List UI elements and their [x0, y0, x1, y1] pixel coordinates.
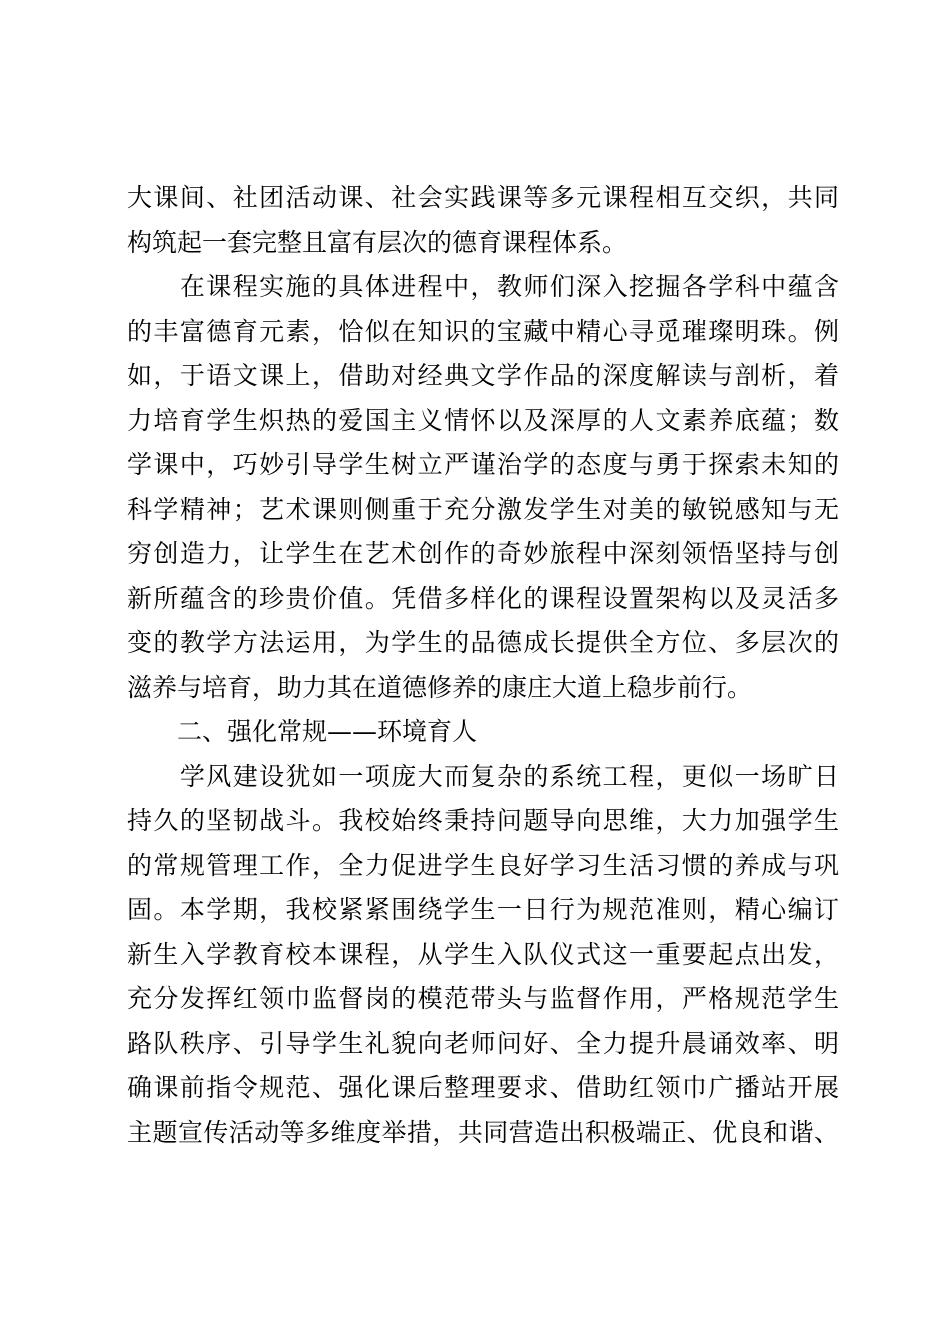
- text-line: 科学精神；艺术课则侧重于充分激发学生对美的敏锐感知与无: [127, 494, 839, 524]
- text-line: 学课中，巧妙引导学生树立严谨治学的态度与勇于探索未知的: [127, 450, 839, 479]
- section-heading: 二、强化常规——环境育人: [127, 717, 478, 746]
- text-line: 新生入学教育校本课程，从学生入队仪式这一重要起点出发，: [127, 939, 839, 969]
- text-line: 充分发挥红领巾监督岗的模范带头与监督作用，严格规范学生: [127, 984, 839, 1013]
- text-line: 确课前指令规范、强化课后整理要求、借助红领巾广播站开展: [127, 1073, 839, 1102]
- text-line: 固。本学期，我校紧紧围绕学生一日行为规范准则，精心编订: [127, 895, 839, 924]
- text-line: 在课程实施的具体进程中，教师们深入挖掘各学科中蕴含: [127, 272, 839, 301]
- text-line: 滋养与培育，助力其在道德修养的康庄大道上稳步前行。: [127, 672, 753, 702]
- text-line: 穷创造力，让学生在艺术创作的奇妙旅程中深刻领悟坚持与创: [127, 539, 839, 568]
- text-line: 的常规管理工作，全力促进学生良好学习生活习惯的养成与巩: [127, 850, 839, 880]
- text-line: 路队秩序、引导学生礼貌向老师问好、全力提升晨诵效率、明: [127, 1028, 839, 1058]
- text-line: 主题宣传活动等多维度举措，共同营造出积极端正、优良和谐、: [127, 1117, 839, 1147]
- text-line: 学风建设犹如一项庞大而复杂的系统工程，更似一场旷日: [127, 761, 839, 791]
- text-line: 变的教学方法运用，为学生的品德成长提供全方位、多层次的: [127, 628, 839, 657]
- text-line: 构筑起一套完整且富有层次的德育课程体系。: [127, 227, 628, 257]
- text-line: 力培育学生炽热的爱国主义情怀以及深厚的人文素养底蕴；数: [127, 405, 839, 435]
- text-line: 的丰富德育元素，恰似在知识的宝藏中精心寻觅璀璨明珠。例: [127, 316, 839, 346]
- text-line: 如，于语文课上，借助对经典文学作品的深度解读与剖析，着: [127, 361, 839, 390]
- text-line: 大课间、社团活动课、社会实践课等多元课程相互交织，共同: [127, 183, 839, 212]
- document-body: [127, 176, 839, 1155]
- text-line: 持久的坚韧战斗。我校始终秉持问题导向思维，大力加强学生: [127, 806, 839, 835]
- text-line: 新所蕴含的珍贵价值。凭借多样化的课程设置架构以及灵活多: [127, 583, 839, 613]
